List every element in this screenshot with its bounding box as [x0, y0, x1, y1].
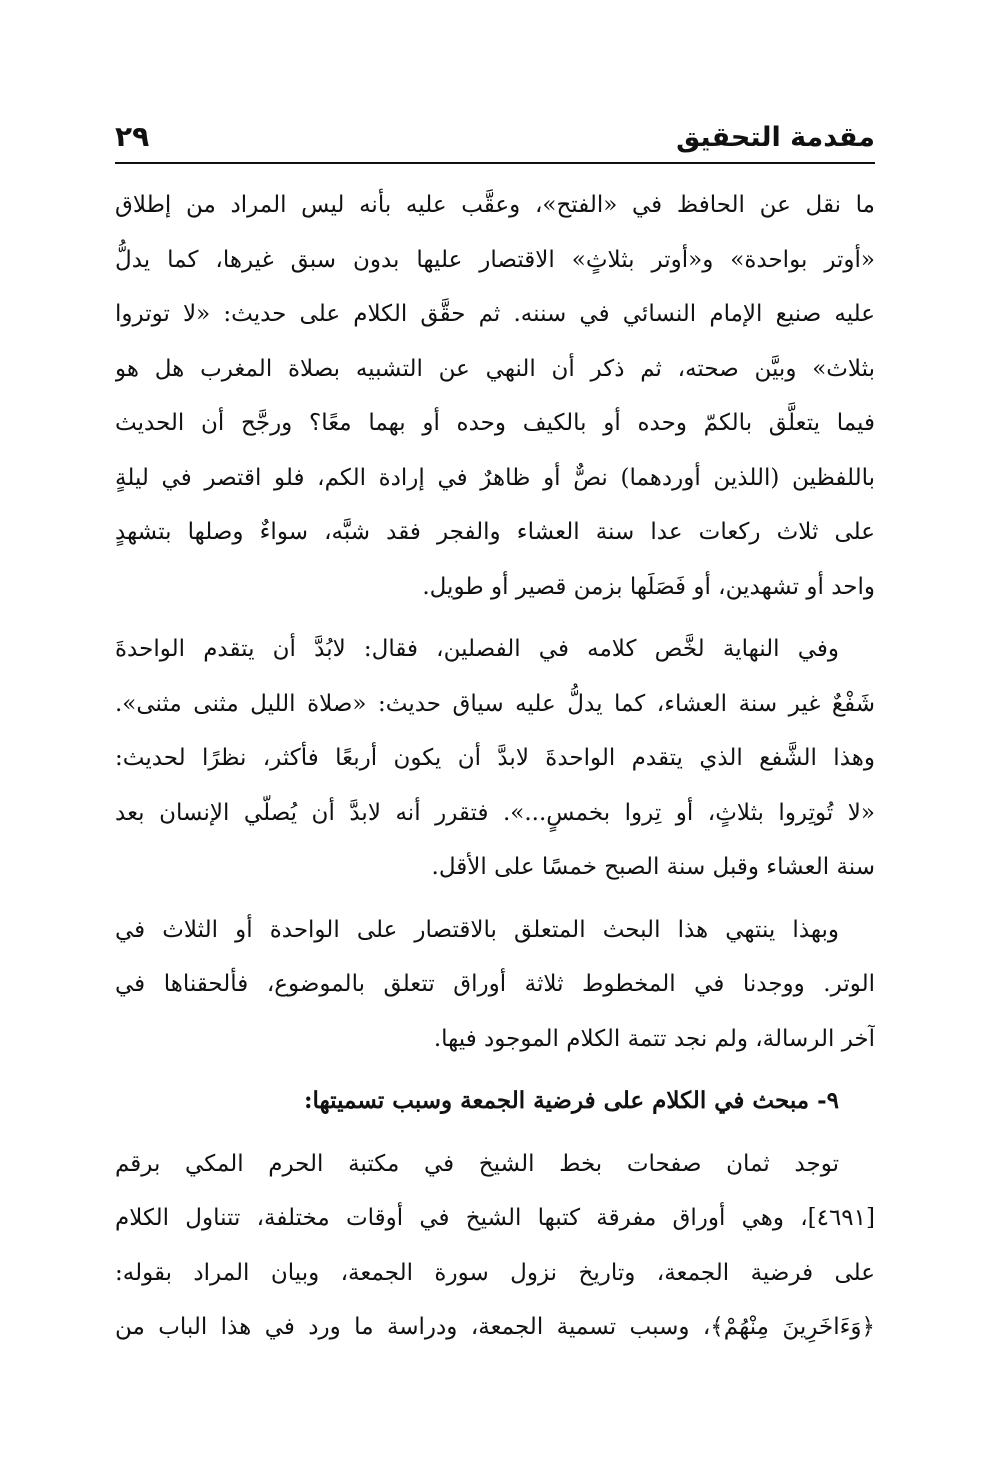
paragraph-2 [115, 622, 875, 895]
text-line: الوتر. ووجدنا في المخطوط ثلاثة أوراق تتعلق بالموضوع، فألحقناها في [115, 971, 875, 997]
text-line: وبهذا ينتهي هذا البحث المتعلق بالاقتصار على الواحدة أو الثلاث في [115, 916, 839, 943]
page-number: ٢٩ [115, 120, 150, 153]
text-line: باللفظين (اللذين أوردهما) نصٌّ أو ظاهرٌ في إرادة الكم، فلو اقتصر في ليلةٍ [115, 464, 875, 491]
paragraph-1 [115, 178, 875, 614]
text-line: على فرضية الجمعة، وتاريخ نزول سورة الجمعة، وبيان المراد بقوله: [115, 1259, 875, 1286]
paragraph-4 [115, 1137, 875, 1355]
text-line: «لا تُوتِروا بثلاثٍ، أو تِروا بخمسٍ...». فتقرر أنه لابدَّ أن يُصلّي الإنسان بعد [115, 799, 875, 826]
page-body [115, 178, 875, 1355]
page-header [115, 118, 875, 162]
text-line: توجد ثمان صفحات بخط الشيخ في مكتبة الحرم المكي برقم [115, 1150, 839, 1177]
text-line: شَفْعٌ غير سنة العشاء، كما يدلُّ عليه سياق حديث: «صلاة الليل مثنى مثنى». [115, 690, 875, 717]
text-line: وهذا الشَّفع الذي يتقدم الواحدةَ لابدَّ أن يكون أربعًا فأكثر، نظرًا لحديث: [115, 745, 875, 771]
text-line: عليه صنيع الإمام النسائي في سننه. ثم حقَّق الكلام على حديث: «لا توتروا [115, 301, 875, 327]
text-line: ﴿وَءَاخَرِينَ مِنْهُمْ﴾، وسبب تسمية الجمعة، ودراسة ما ورد في هذا الباب من [115, 1314, 875, 1340]
running-title: مقدمة التحقيق [676, 122, 875, 153]
text-line: فيما يتعلَّق بالكمّ وحده أو بالكيف وحده أو بهما معًا؟ ورجَّح أن الحديث [115, 410, 875, 436]
paragraph-3 [115, 903, 875, 1067]
text-line: واحد أو تشهدين، أو فَصَلَها بزمن قصير أو طويل. [422, 573, 875, 600]
text-line: وفي النهاية لخَّص كلامه في الفصلين، فقال: لابُدَّ أن يتقدم الواحدةَ [115, 636, 839, 662]
text-line: سنة العشاء وقبل سنة الصبح خمسًا على الأقل. [431, 854, 875, 880]
text-line: «أوتر بواحدة» و«أوتر بثلاثٍ» الاقتصار عليها بدون سبق غيرها، كما يدلُّ [115, 246, 875, 273]
header-rule [115, 162, 875, 164]
text-line: ما نقل عن الحافظ في «الفتح»، وعقَّب عليه بأنه ليس المراد من إطلاق [115, 192, 875, 218]
text-line: آخر الرسالة، ولم نجد تتمة الكلام الموجود فيها. [433, 1025, 875, 1052]
text-line: على ثلاث ركعات عدا سنة العشاء والفجر فقد شبَّه، سواءٌ وصلها بتشهدٍ [115, 519, 875, 545]
section-heading: ٩- مبحث في الكلام على فرضية الجمعة وسبب تسميتها: [304, 1087, 839, 1114]
text-line: [٤٦٩١]، وهي أوراق مفرقة كتبها الشيخ في أوقات مختلفة، تتناول الكلام [115, 1205, 875, 1231]
text-line: بثلاث» وبيَّن صحته، ثم ذكر أن النهي عن التشبيه بصلاة المغرب هل هو [115, 355, 875, 382]
